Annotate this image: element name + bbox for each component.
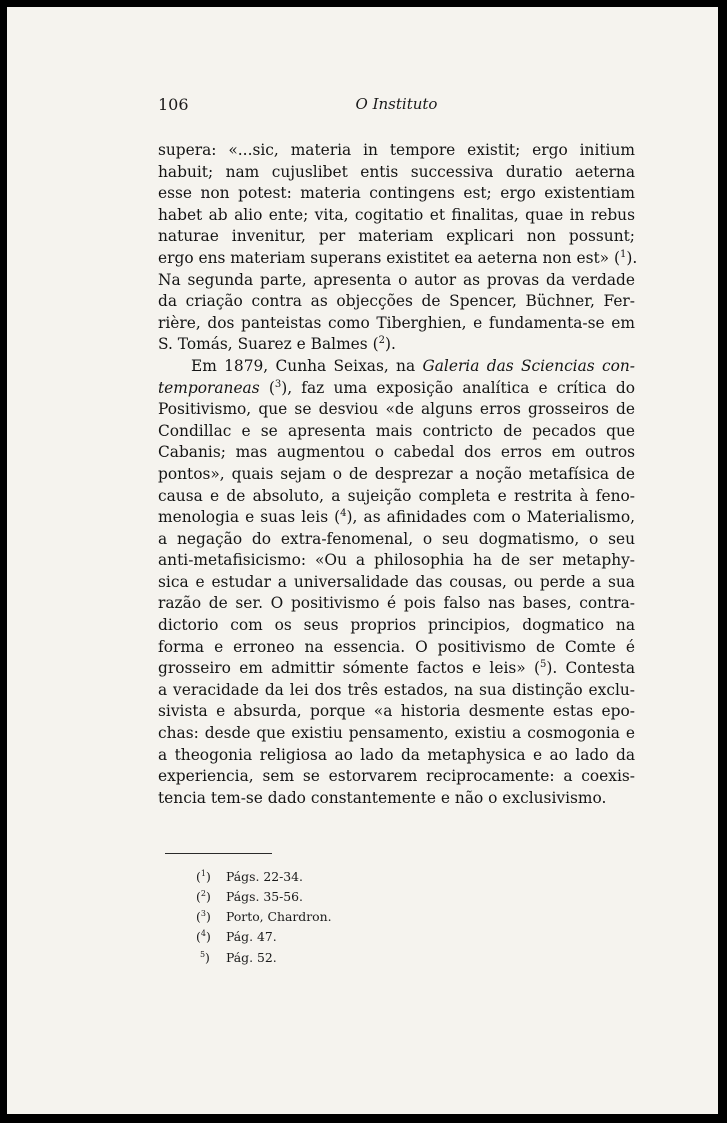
text-line: habet ab alio ente; vita, cogitatio et finalitas, quae in rebus xyxy=(158,205,635,224)
text-line: Cabanis; mas augmentou o cabedal dos erros em outros xyxy=(158,443,635,462)
text-line: naturae invenitur, per materiam explicari non possunt; xyxy=(158,227,635,246)
text-line: tencia tem-se dado constantemente e não o exclusivismo. xyxy=(158,788,607,807)
text-line: chas: desde que existiu pensamento, existiu a cosmogonia e xyxy=(158,724,635,743)
footnote-text: Págs. 35-56. xyxy=(226,889,303,905)
text-segment: S. Tomás, Suarez e Balmes ( xyxy=(158,335,379,354)
text-line: causa e de absoluto, a sujeição completa e restrita à feno- xyxy=(158,486,635,505)
text-line: dictorio com os seus proprios principios, dogmatico na xyxy=(158,616,635,635)
text-line: rière, dos panteistas como Tiberghien, e fundamenta-se em xyxy=(158,313,635,332)
text-line: a veracidade da lei dos três estados, na sua distinção exclu- xyxy=(158,680,635,699)
footnote xyxy=(196,885,332,905)
body-text xyxy=(158,140,638,809)
text-line: forma e erroneo na essencia. O positivismo de Comte é xyxy=(158,637,635,656)
text-line xyxy=(158,334,635,356)
text-line: Positivismo, que se desviou «de alguns erros grosseiros de xyxy=(158,400,635,419)
text-line xyxy=(158,378,635,400)
footnote-text: Pág. 47. xyxy=(226,929,277,945)
text-line: sivista e absurda, porque «a historia desmente estas epo- xyxy=(158,702,635,721)
footnote-mark: ($^4$) xyxy=(196,929,211,945)
text-line: supera: «...sic, materia in tempore existit; ergo initium xyxy=(158,141,635,159)
book-page xyxy=(7,7,718,1114)
footnote-text: Págs. 22-34. xyxy=(226,869,303,885)
footnote xyxy=(196,905,332,925)
text-segment: ergo ens materiam superans existitet ea aeterna non est» ( xyxy=(158,248,620,267)
text-line: a negação do extra-fenomenal, o seu dogmatismo, o seu xyxy=(158,529,635,548)
footnote-ref: 2 xyxy=(378,335,385,347)
footnote-divider xyxy=(165,853,272,854)
footnote-ref: 5 xyxy=(539,659,547,671)
text-line: Na segunda parte, apresenta o autor as provas da verdade xyxy=(158,270,635,289)
footnote-mark: ($^3$) xyxy=(196,909,211,925)
text-line xyxy=(158,507,635,529)
italic-title: temporaneas xyxy=(158,378,260,397)
footnote xyxy=(196,946,332,966)
text-line: experiencia, sem se estorvarem reciprocamente: a coexis- xyxy=(158,767,635,786)
text-line: da criação contra as objecções de Spencer, Büchner, Fer- xyxy=(158,292,635,311)
text-line: anti-metafisicismo: «Ou a philosophia ha de ser metaphy- xyxy=(158,551,635,570)
text-segment: ). xyxy=(626,248,638,267)
text-line: Condillac e se apresenta mais contricto de pecados que xyxy=(158,421,635,440)
text-line: esse non potest: materia contingens est; ergo existentiam xyxy=(158,184,635,203)
text-segment: ( xyxy=(259,378,275,397)
text-line: sica e estudar a universalidade das cousas, ou perde a sua xyxy=(158,572,635,591)
text-line: a theogonia religiosa ao lado da metaphysica e ao lado da xyxy=(158,745,635,764)
text-segment: Em 1879, Cunha Seixas, na xyxy=(191,356,423,375)
footnote-text: Pág. 52. xyxy=(226,949,277,965)
footnote-text: Porto, Chardron. xyxy=(226,909,332,925)
footnote-ref: 1 xyxy=(619,248,627,260)
text-segment: ). Contesta xyxy=(546,659,636,678)
text-line: habuit; nam cujuslibet entis successiva duratio aeterna xyxy=(158,162,635,181)
footnote-mark: ($^1$) xyxy=(196,869,211,885)
text-segment: ), as afinidades com o Materialismo, xyxy=(346,508,635,527)
text-line: razão de ser. O positivismo é pois falso nas bases, contra- xyxy=(158,594,635,613)
text-line xyxy=(158,356,635,378)
footnote xyxy=(196,865,332,885)
text-segment: menologia e suas leis ( xyxy=(158,508,341,527)
footnote-ref: 3 xyxy=(274,378,282,390)
footnote-mark: ($^2$) xyxy=(196,889,211,905)
running-title: O Instituto xyxy=(355,95,438,113)
text-line: pontos», quais sejam o de desprezar a noção metafísica de xyxy=(158,464,635,483)
text-segment: ), faz uma exposição analítica e crítica do xyxy=(281,378,635,397)
page-number: 106 xyxy=(158,95,189,114)
footnotes xyxy=(196,865,332,966)
footnote xyxy=(196,925,332,945)
footnote-mark: $^5$) xyxy=(199,949,210,965)
text-line xyxy=(158,658,635,680)
text-segment: ). xyxy=(384,335,396,354)
text-line xyxy=(158,248,638,270)
italic-title: Galeria das Sciencias con- xyxy=(422,356,635,375)
text-segment: grosseiro em admittir sómente factos e leis» ( xyxy=(158,659,540,678)
footnote-ref: 4 xyxy=(340,508,347,520)
